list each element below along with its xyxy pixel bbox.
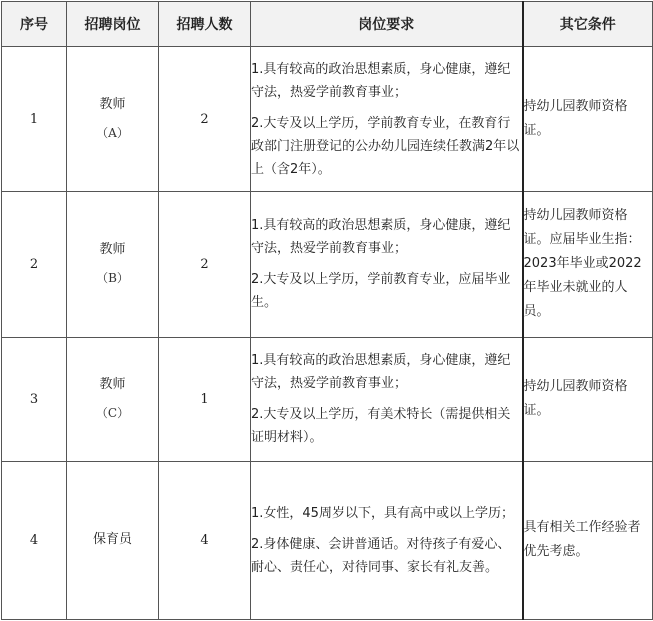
row-requirements xyxy=(251,47,523,192)
other-conditions: 持幼儿园教师资格证。应届毕业生指：2023年毕业或2022年毕业未就业的人员。 xyxy=(523,208,642,320)
row-count: 2 xyxy=(159,192,251,337)
position-code: （A） xyxy=(96,126,129,141)
row-requirements xyxy=(251,337,523,461)
row-requirements xyxy=(251,192,523,337)
header-requirements: 岗位要求 xyxy=(251,2,523,47)
row-no: 4 xyxy=(2,461,67,619)
position-name: 保育员 xyxy=(92,532,132,548)
requirement-item: 2.身体健康、会讲普通话。对待孩子有爱心、耐心、责任心，对待同事、家长有礼友善。 xyxy=(251,536,511,575)
position-code: （B） xyxy=(96,271,129,286)
row-count: 4 xyxy=(159,461,251,619)
row-other xyxy=(523,192,653,337)
other-conditions: 持幼儿园教师资格证。 xyxy=(523,379,628,419)
row-no: 1 xyxy=(2,47,67,192)
row-count: 1 xyxy=(159,337,251,461)
requirement-item: 2.大专及以上学历，有美术特长（需提供相关证明材料）。 xyxy=(251,407,511,446)
table-row xyxy=(2,192,653,337)
row-other xyxy=(523,337,653,461)
row-position-cell xyxy=(67,192,159,337)
header-other: 其它条件 xyxy=(523,2,653,47)
requirement-item: 1.女性，45周岁以下，具有高中或以上学历； xyxy=(251,505,514,521)
requirement-item: 1.具有较高的政治思想素质，身心健康，遵纪守法，热爱学前教育事业； xyxy=(251,218,511,257)
header-no: 序号 xyxy=(2,2,67,47)
header-position: 招聘岗位 xyxy=(67,2,159,47)
recruitment-table xyxy=(1,1,653,620)
header-count: 招聘人数 xyxy=(159,2,251,47)
table-row xyxy=(2,461,653,619)
position-name: 教师 xyxy=(99,242,126,258)
position-code: （C） xyxy=(95,406,130,421)
table-row xyxy=(2,47,653,192)
row-other xyxy=(523,461,653,619)
position-name: 教师 xyxy=(99,377,126,393)
other-conditions: 持幼儿园教师资格证。 xyxy=(523,99,628,139)
row-position-cell xyxy=(67,47,159,192)
row-position-cell xyxy=(67,461,159,619)
table-row xyxy=(2,337,653,461)
requirement-item: 1.具有较高的政治思想素质，身心健康，遵纪守法，热爱学前教育事业； xyxy=(251,353,511,392)
row-position-cell xyxy=(67,337,159,461)
header-row xyxy=(2,2,653,47)
row-requirements xyxy=(251,461,523,619)
row-count: 2 xyxy=(159,47,251,192)
requirement-item: 1.具有较高的政治思想素质，身心健康，遵纪守法，热爱学前教育事业； xyxy=(251,61,511,100)
row-other xyxy=(523,47,653,192)
requirement-item: 2.大专及以上学历，学前教育专业，在教育行政部门注册登记的公办幼儿园连续任教满2年以上（含2年）。 xyxy=(251,115,520,177)
row-no: 3 xyxy=(2,337,67,461)
position-name: 教师 xyxy=(99,97,126,113)
other-conditions: 具有相关工作经验者优先考虑。 xyxy=(523,520,641,560)
requirement-item: 2.大专及以上学历，学前教育专业，应届毕业生。 xyxy=(251,272,511,311)
row-no: 2 xyxy=(2,192,67,337)
